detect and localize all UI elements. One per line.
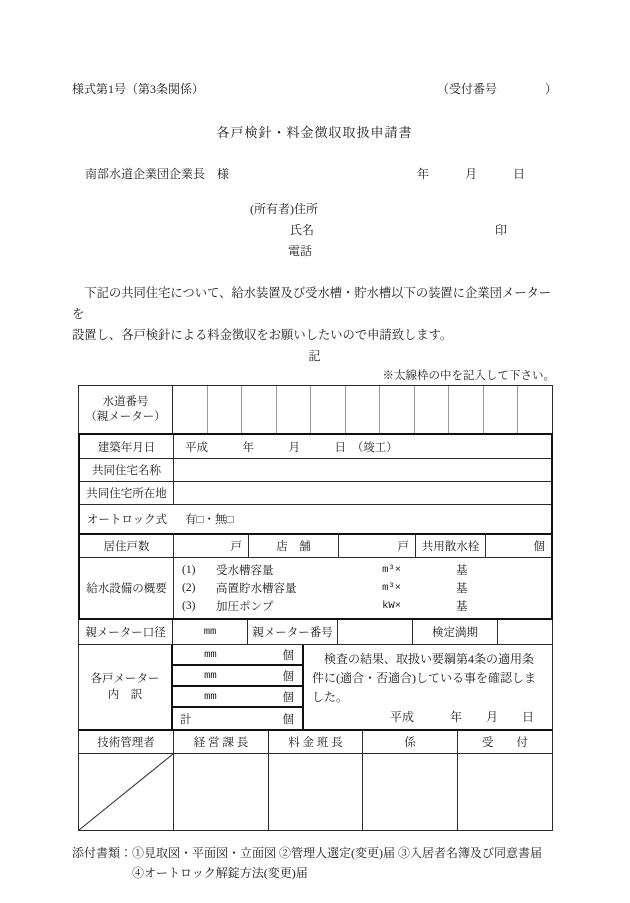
parent-meter-number-value <box>338 620 413 644</box>
meter-breakdown-label: 各戸メーター 内 訳 <box>79 645 173 729</box>
approval-header-tech-manager: 技術管理者 <box>79 731 174 753</box>
owner-address-label: (所有者)住所 <box>250 202 318 216</box>
applicant-block <box>72 199 557 262</box>
digit-cell <box>311 386 346 433</box>
body-line-2: 設置し、各戸検針による料金徴収をお願いしたいので申請致します。 <box>72 328 453 342</box>
households-label: 居住戸数 <box>80 535 174 557</box>
form-number: 様式第1号（第3条関係） <box>72 82 205 96</box>
housing-address-row <box>80 482 551 505</box>
construction-date-value: 平成 年 月 日 （竣工） <box>185 441 398 454</box>
parent-meter-row <box>78 620 553 645</box>
application-date-line: 年 月 日 <box>416 167 525 181</box>
meter-breakdown-rows <box>173 645 304 729</box>
breakdown-row: mm 個 <box>173 645 302 666</box>
body-line-1: 下記の共同住宅について、給水装置及び受水槽・貯水槽以下の装置に企業団メーターを <box>72 286 552 321</box>
digit-cell <box>380 386 415 433</box>
meter-breakdown-section <box>78 645 553 731</box>
parent-meter-diameter-unit: mm <box>173 620 248 644</box>
approval-cell-reception <box>458 754 552 830</box>
facility-overview-row <box>80 558 551 618</box>
confirmation-text: 検査の結果、取扱い要綱第4条の適用条件に(適合・否適合)している事を確認しました。 <box>312 652 536 704</box>
approval-cell-management-chief <box>174 754 269 830</box>
application-table <box>78 385 553 831</box>
shops-label: 店 舗 <box>249 535 339 557</box>
autolock-checkboxes: 有□・無□ <box>185 514 234 526</box>
breakdown-row: mm 個 <box>173 687 302 708</box>
autolock-label: オートロック式 <box>86 514 168 526</box>
digit-cell <box>346 386 381 433</box>
approval-header-reception: 受 付 <box>482 737 528 749</box>
approval-stamp-row <box>79 754 552 830</box>
approval-header-billing-chief: 料 金 班 長 <box>269 731 363 753</box>
breakdown-total-row: 計 個 <box>180 713 294 726</box>
sprinkler-unit: 個 <box>533 541 545 553</box>
digit-cell <box>242 386 277 433</box>
building-info-section <box>78 433 553 535</box>
digit-cell <box>449 386 484 433</box>
housing-name-label: 共同住宅名称 <box>80 459 174 481</box>
households-row <box>80 535 551 558</box>
inspection-confirmation <box>304 645 552 729</box>
facility-items <box>174 558 551 618</box>
approval-header-management-chief: 経 営 課 長 <box>174 731 269 753</box>
owner-name-row <box>72 220 557 241</box>
approval-header-row <box>79 731 552 754</box>
digit-cell <box>484 386 519 433</box>
facility-item: (2) 高置貯水槽容量 m³× 基 <box>182 582 468 595</box>
digit-cell <box>208 386 243 433</box>
parent-meter-number-label: 親メーター番号 <box>248 620 338 644</box>
construction-date-label: 建築年月日 <box>80 435 174 458</box>
seal-mark: 印 <box>494 223 507 237</box>
approval-header-staff: 係 <box>363 731 458 753</box>
housing-address-value <box>174 482 551 504</box>
owner-name-label: 氏名 <box>290 223 315 237</box>
owner-phone-label: 電話 <box>288 244 313 258</box>
autolock-row <box>80 505 551 533</box>
attachments-line-2: ④オートロック解錠方法(変更)届 <box>132 866 308 880</box>
digit-cell <box>277 386 312 433</box>
digit-cell <box>415 386 450 433</box>
facility-item: (3) 加圧ポンプ kW× 基 <box>182 600 468 613</box>
housing-name-row <box>80 459 551 482</box>
page-title: 各戸検針・料金徴収取扱申請書 <box>216 125 413 140</box>
bold-frame-note: ※太線枠の中を記入して下さい。 <box>382 370 555 382</box>
housing-address-label: 共同住宅所在地 <box>80 482 174 504</box>
housing-name-value <box>174 459 551 481</box>
digit-cell <box>173 386 208 433</box>
parent-meter-diameter-label: 親メーター口径 <box>79 620 173 644</box>
water-number-digit-cells <box>173 386 552 433</box>
facility-section <box>78 535 553 620</box>
approval-cell-tech-manager <box>79 754 174 830</box>
receipt-number: （受付番号 ） <box>436 82 557 96</box>
addressee-row <box>72 165 557 182</box>
ki-heading: 記 <box>308 349 321 363</box>
households-unit: 戸 <box>174 535 249 557</box>
facility-item: (1) 受水槽容量 m³× 基 <box>182 564 468 577</box>
diagonal-line <box>79 754 173 830</box>
addressee: 南部水道企業団企業長 様 <box>85 167 230 181</box>
approval-cell-staff <box>363 754 458 830</box>
attachments-note <box>72 843 557 883</box>
shops-unit: 戸 <box>339 535 416 557</box>
confirmation-date: 平成 年 月 日 <box>389 710 534 724</box>
attachments-line-1: 添付書類：①見取図・平面図・立面図 ②管理人選定(変更)届 ③入居者名簿及び同意書届 <box>72 846 542 860</box>
body-paragraph <box>72 283 557 346</box>
water-number-label: 水道番号 （親メーター） <box>79 386 173 433</box>
facility-overview-label: 給水設備の概要 <box>80 558 174 618</box>
digit-cell <box>518 386 552 433</box>
water-number-section <box>78 385 553 433</box>
inspection-expiry-value <box>498 620 552 644</box>
approval-section <box>78 731 553 831</box>
construction-date-row <box>80 435 551 459</box>
breakdown-row: mm 個 <box>173 666 302 687</box>
approval-cell-billing-chief <box>269 754 363 830</box>
sprinkler-label: 共用散水栓 <box>416 535 486 557</box>
inspection-expiry-label: 検定満期 <box>413 620 498 644</box>
form-header-row <box>72 80 557 97</box>
